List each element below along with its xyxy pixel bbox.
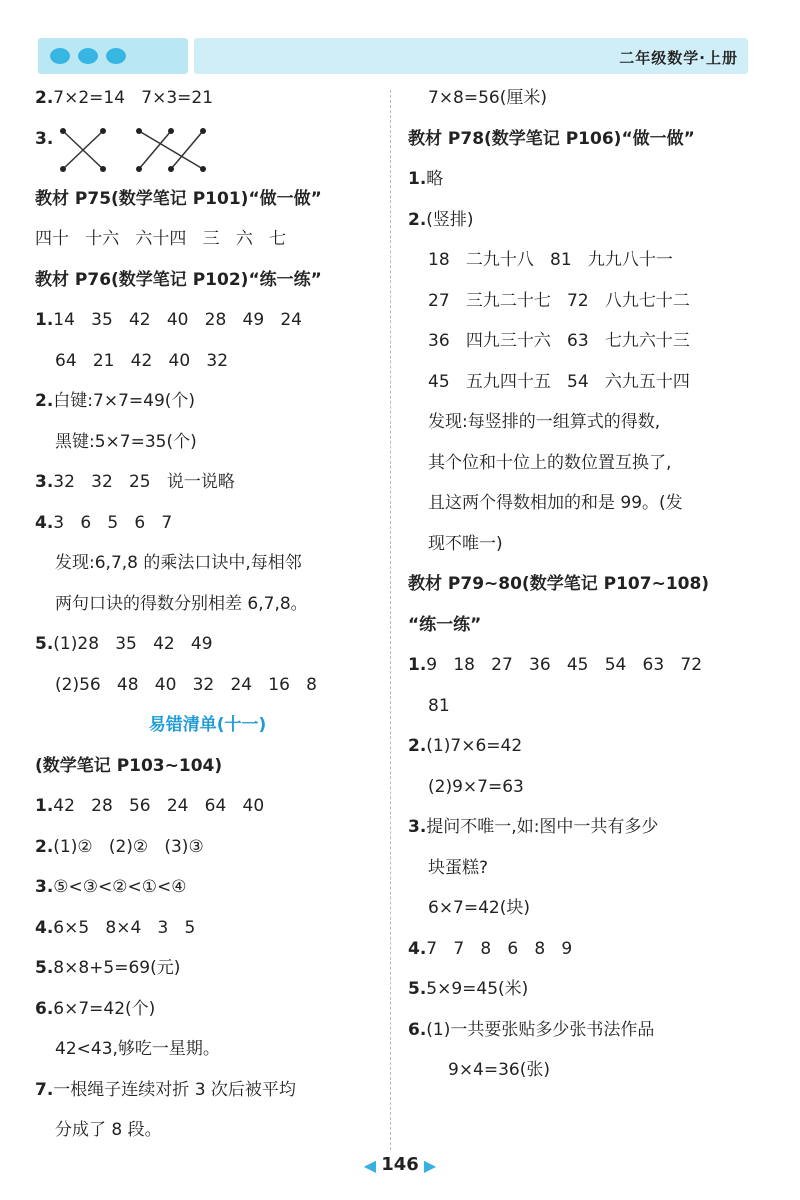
answer-line — [35, 624, 380, 665]
answer-line — [35, 867, 380, 908]
answer-text: (1)28 35 42 49 — [53, 634, 213, 654]
answer-text: 教材 P75(数学笔记 P101)“做一做” — [35, 188, 322, 209]
answer-text: 81 — [428, 695, 450, 716]
answer-line — [35, 908, 380, 949]
answer-text: 其个位和十位上的数位置互换了, — [428, 452, 672, 473]
answer-text: 6×7=42(个) — [53, 998, 156, 1019]
answer-text: (1)7×6=42 — [426, 736, 523, 756]
question-number: 2. — [408, 736, 427, 756]
matching-dot — [136, 128, 142, 134]
answer-text: 45 五九四十五 54 六九五十四 — [428, 371, 690, 392]
answer-text: 现不唯一) — [428, 533, 503, 554]
answer-line — [408, 686, 768, 727]
answer-line — [35, 827, 380, 868]
column-divider — [390, 90, 391, 1150]
matching-dot — [200, 166, 206, 172]
page-footer — [0, 1154, 800, 1175]
answer-text: (2)9×7=63 — [428, 776, 524, 797]
question-number: 1. — [35, 796, 54, 816]
answer-text: (1)一共要张贴多少张书法作品 — [426, 1019, 655, 1040]
answer-text: 14 35 42 40 28 49 24 — [53, 310, 302, 330]
answer-line — [408, 1050, 768, 1091]
answer-line — [408, 200, 768, 241]
answer-text: 且这两个得数相加的和是 99。(发 — [428, 493, 683, 513]
answer-text: 略 — [426, 169, 444, 189]
answer-line — [35, 1070, 380, 1111]
answer-text: 四十 十六 六十四 三 六 七 — [35, 229, 287, 249]
answer-text: 提问不唯一,如:图中一共有多少 — [426, 817, 659, 837]
question-number: 6. — [35, 998, 54, 1019]
answer-line — [408, 929, 768, 970]
answer-text: 两句口诀的得数分别相差 6,7,8。 — [55, 593, 308, 614]
answer-line — [408, 645, 768, 686]
question-number: 3. — [35, 472, 54, 492]
question-number: 6. — [408, 1019, 427, 1040]
section-heading — [408, 564, 768, 605]
matching-dot — [100, 128, 106, 134]
answer-text: 教材 P76(数学笔记 P102)“练一练” — [35, 269, 322, 290]
dot-icon — [50, 48, 70, 64]
answer-line — [408, 402, 768, 443]
page-header — [38, 38, 748, 74]
question-number: 3. — [35, 877, 54, 897]
answer-text: 7×8=56(厘米) — [428, 88, 548, 108]
answer-text: 6×7=42(块) — [428, 898, 531, 918]
answer-text: 7×2=14 7×3=21 — [53, 88, 214, 108]
section-heading — [35, 746, 380, 787]
answer-text: 3 6 5 6 7 — [53, 512, 173, 533]
chapter-title — [35, 705, 380, 746]
answer-line — [35, 300, 380, 341]
question-number: 4. — [408, 938, 427, 959]
answer-line — [35, 584, 380, 625]
answer-line — [35, 381, 380, 422]
question-number: 2. — [35, 836, 54, 857]
answer-text: (竖排) — [426, 209, 474, 230]
book-title: 二年级数学·上册 — [619, 49, 738, 67]
answer-line — [35, 503, 380, 544]
matching-answer — [35, 119, 380, 179]
answer-text: 9 18 27 36 45 54 63 72 — [426, 655, 703, 675]
question-number: 5. — [35, 634, 54, 654]
matching-dot — [100, 166, 106, 172]
answer-line — [35, 665, 380, 706]
answer-line — [35, 948, 380, 989]
header-bar — [194, 38, 748, 74]
answer-text: 分成了 8 段。 — [55, 1120, 162, 1140]
question-number: 4. — [35, 512, 54, 533]
answer-text: 32 32 25 说一说略 — [53, 472, 235, 492]
page-number: 146 — [381, 1154, 419, 1175]
answer-text: 教材 P79~80(数学笔记 P107~108) — [408, 574, 710, 594]
dot-icon — [106, 48, 126, 64]
matching-dot — [136, 166, 142, 172]
answer-text: (2)56 48 40 32 24 16 8 — [55, 674, 317, 695]
dot-icon — [78, 48, 98, 64]
answer-line — [408, 726, 768, 767]
answer-text: 9×4=36(张) — [448, 1060, 551, 1080]
answer-line — [408, 1010, 768, 1051]
answer-text: 教材 P78(数学笔记 P106)“做一做” — [408, 128, 695, 149]
right-column — [408, 78, 768, 1091]
answer-text: 易错清单(十一) — [148, 715, 267, 735]
answer-line — [408, 524, 768, 565]
header-decoration — [38, 38, 188, 74]
answer-line — [408, 78, 768, 119]
answer-text: 发现:6,7,8 的乘法口诀中,每相邻 — [55, 553, 302, 573]
arrow-right-icon: ▶ — [423, 1156, 437, 1175]
question-number: 2. — [408, 209, 427, 230]
answer-text: 发现:每竖排的一组算式的得数, — [428, 412, 661, 432]
matching-line — [171, 131, 203, 169]
section-heading — [408, 605, 768, 646]
answer-text: 5×9=45(米) — [426, 979, 529, 999]
question-number: 5. — [408, 979, 427, 999]
answer-line — [35, 989, 380, 1030]
section-heading — [35, 260, 380, 301]
arrow-left-icon: ◀ — [363, 1156, 377, 1175]
answer-line — [408, 240, 768, 281]
answer-line — [408, 362, 768, 403]
matching-dot — [200, 128, 206, 134]
question-number: 1. — [35, 310, 54, 330]
question-number: 1. — [408, 169, 427, 189]
answer-line — [408, 767, 768, 808]
question-number: 1. — [408, 655, 427, 675]
answer-line — [35, 1029, 380, 1070]
answer-line — [35, 78, 380, 119]
matching-line — [139, 131, 171, 169]
answer-text: ⑤<③<②<①<④ — [53, 877, 187, 897]
matching-lines-figure — [55, 123, 215, 175]
question-number: 2. — [35, 88, 54, 108]
answer-text: 18 二九十八 81 九九八十一 — [428, 250, 673, 270]
answer-line — [408, 159, 768, 200]
section-heading — [408, 119, 768, 160]
section-heading — [35, 179, 380, 220]
answer-line — [408, 888, 768, 929]
answer-text: 42 28 56 24 64 40 — [53, 796, 265, 816]
question-number: 3. — [35, 128, 54, 149]
matching-dot — [60, 166, 66, 172]
answer-text: 36 四九三十六 63 七九六十三 — [428, 331, 690, 351]
matching-dot — [168, 166, 174, 172]
answer-line — [408, 483, 768, 524]
question-number: 3. — [408, 817, 427, 837]
answer-line — [35, 422, 380, 463]
answer-line — [35, 1110, 380, 1151]
answer-text: (数学笔记 P103~104) — [35, 755, 223, 776]
answer-line — [408, 281, 768, 322]
answer-text: 42<43,够吃一星期。 — [55, 1039, 220, 1059]
answer-text: 6×5 8×4 3 5 — [53, 917, 196, 938]
answer-text: 白键:7×7=49(个) — [53, 391, 196, 411]
question-number: 7. — [35, 1079, 54, 1100]
answer-line — [35, 786, 380, 827]
matching-dot — [168, 128, 174, 134]
answer-line — [35, 341, 380, 382]
question-number: 4. — [35, 917, 54, 938]
answer-line — [408, 443, 768, 484]
matching-dot — [60, 128, 66, 134]
answer-text: 7 7 8 6 8 9 — [426, 938, 573, 959]
answer-text: 27 三九二十七 72 八九七十二 — [428, 290, 690, 311]
matching-line — [139, 131, 203, 169]
answer-line — [408, 969, 768, 1010]
question-number: 5. — [35, 958, 54, 978]
answer-text: (1)② (2)② (3)③ — [53, 836, 204, 857]
left-column — [35, 78, 380, 1151]
answer-line — [408, 807, 768, 848]
answer-text: 黑键:5×7=35(个) — [55, 431, 197, 452]
answer-line — [35, 462, 380, 503]
answer-text: 块蛋糕? — [428, 857, 489, 878]
answer-text: “练一练” — [408, 614, 482, 635]
answer-line — [35, 543, 380, 584]
answer-line — [35, 219, 380, 260]
answer-text: 64 21 42 40 32 — [55, 350, 229, 371]
answer-text: 8×8+5=69(元) — [53, 958, 181, 978]
answer-line — [408, 848, 768, 889]
answer-text: 一根绳子连续对折 3 次后被平均 — [53, 1079, 296, 1100]
question-number: 2. — [35, 391, 54, 411]
answer-line — [408, 321, 768, 362]
